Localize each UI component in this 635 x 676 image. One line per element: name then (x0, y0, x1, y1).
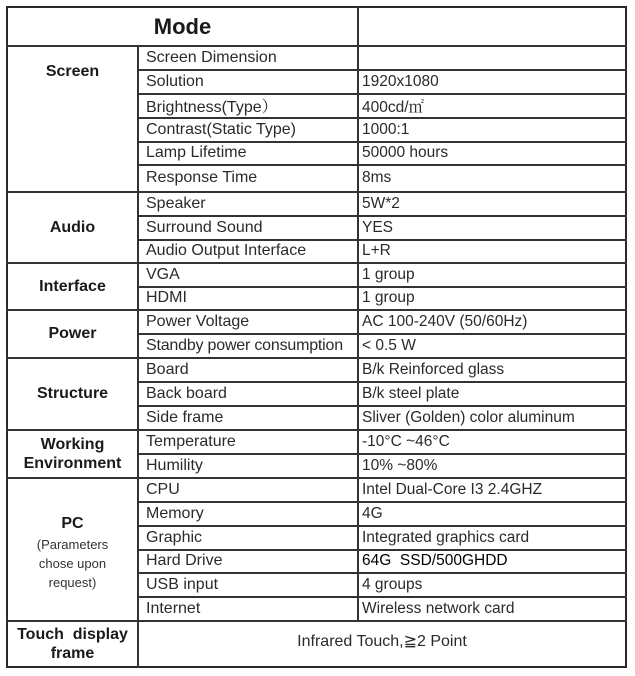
value-lamp-lifetime: 50000 hours (362, 144, 449, 161)
param-response-time: Response Time (146, 169, 258, 186)
value-memory: 4G (362, 504, 383, 522)
value-response-time: 8ms (362, 169, 392, 186)
category-pc (8, 478, 137, 620)
param-audio-output: Audio Output Interface (146, 242, 307, 259)
value-contrast: 1000:1 (362, 120, 410, 138)
value-vga: 1 group (362, 265, 415, 283)
category-label: Screen (45, 62, 100, 80)
value-power-voltage: AC 100-240V (50/60Hz) (362, 312, 528, 330)
param-humility: Humility (146, 456, 203, 474)
param-vga: VGA (146, 265, 180, 283)
category-interface (8, 263, 137, 309)
header-value (358, 8, 626, 45)
param-hard-drive: Hard Drive (146, 552, 223, 569)
param-side-frame: Side frame (146, 408, 224, 426)
value-audio-output: L+R (362, 242, 391, 259)
category-label-line1: Working (40, 435, 105, 453)
value-standby-power: < 0.5 W (362, 336, 416, 354)
category-label: PC (61, 515, 84, 532)
value-humility: 10% ~80% (362, 456, 438, 474)
value-brightness: 400cd/㎡ (362, 98, 425, 116)
value-usb-input: 4 groups (362, 575, 423, 593)
value-hdmi: 1 group (362, 289, 415, 306)
category-working-environment (8, 430, 137, 477)
category-note-line3: request) (48, 575, 97, 590)
category-label-line2: Environment (23, 454, 122, 472)
param-speaker: Speaker (146, 194, 206, 212)
value-speaker: 5W*2 (362, 194, 400, 212)
value-solution: 1920x1080 (362, 72, 439, 90)
category-label-line1: Touch display (17, 626, 128, 643)
category-label: Audio (49, 218, 96, 236)
category-label: Structure (36, 385, 109, 402)
param-back-board: Back board (146, 384, 227, 402)
param-board: Board (146, 360, 189, 378)
param-screen-dimension: Screen Dimension (146, 48, 277, 66)
category-label-line2: frame (50, 645, 95, 662)
param-cpu: CPU (146, 480, 180, 498)
value-side-frame: Sliver (Golden) color aluminum (362, 408, 575, 426)
param-memory: Memory (146, 504, 204, 522)
value-graphic: Integrated graphics card (362, 528, 530, 546)
divider-header (357, 6, 359, 45)
category-power (8, 310, 137, 357)
category-screen (8, 47, 137, 95)
param-temperature: Temperature (146, 432, 236, 450)
value-temperature: -10°C ~46°C (362, 432, 450, 450)
category-label: Power (48, 325, 97, 342)
category-touch-display-frame (8, 621, 137, 667)
category-note-line2: chose upon (38, 556, 107, 571)
value-touch-display-frame: Infrared Touch,≧2 Point (297, 633, 467, 650)
param-internet: Internet (146, 599, 201, 617)
value-screen-dimension (358, 46, 626, 69)
param-hdmi: HDMI (146, 289, 187, 306)
param-contrast: Contrast(Static Type) (146, 120, 296, 138)
category-label: Interface (39, 277, 106, 295)
category-structure (8, 358, 137, 429)
param-surround-sound: Surround Sound (146, 218, 263, 236)
value-internet: Wireless network card (362, 599, 515, 617)
value-board: B/k Reinforced glass (362, 360, 505, 378)
param-lamp-lifetime: Lamp Lifetime (146, 144, 247, 161)
value-hard-drive: 64G SSD/500GHDD (362, 552, 508, 569)
value-back-board: B/k steel plate (362, 384, 460, 402)
param-graphic: Graphic (146, 528, 203, 546)
param-standby-power: Standby power consumption (146, 336, 343, 354)
category-audio (8, 192, 137, 262)
param-power-voltage: Power Voltage (146, 312, 250, 330)
value-surround-sound: YES (362, 218, 394, 236)
param-brightness: Brightness(Type） (146, 99, 278, 116)
param-usb-input: USB input (146, 575, 219, 593)
param-solution: Solution (146, 72, 204, 90)
value-cpu: Intel Dual-Core I3 2.4GHZ (362, 480, 543, 498)
header-title: Mode (153, 13, 212, 39)
category-note-line1: (Parameters (36, 537, 109, 552)
